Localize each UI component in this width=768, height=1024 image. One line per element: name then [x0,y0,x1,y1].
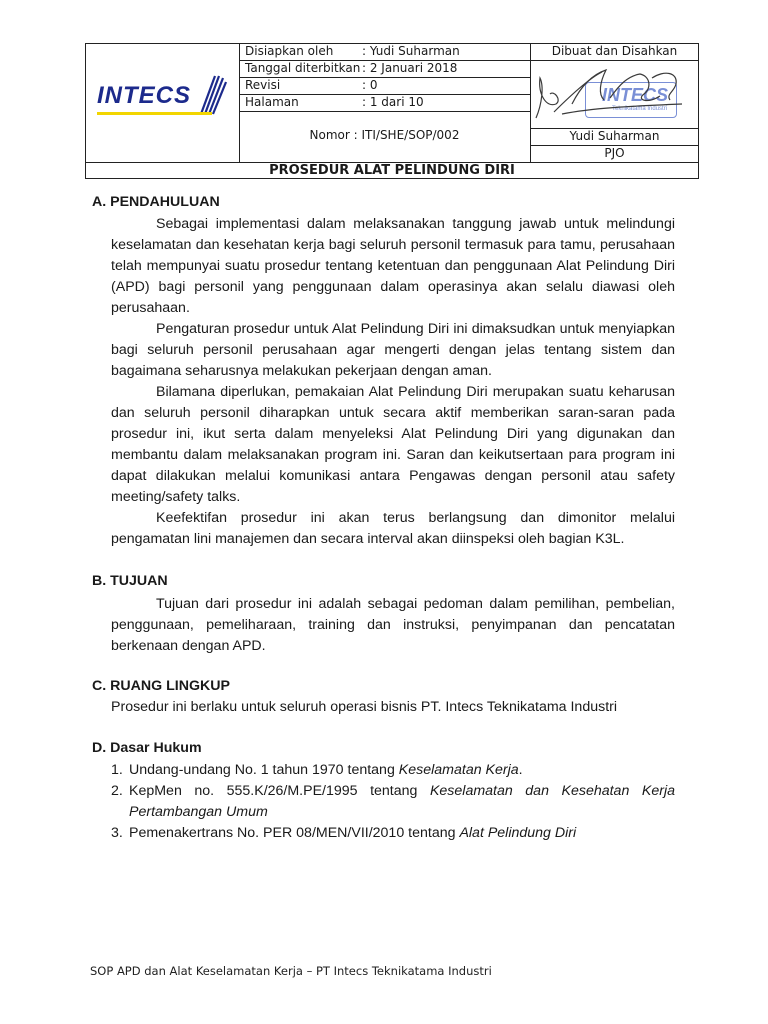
revision-value: : 0 [362,78,378,92]
section-a-paragraph-4: Keefektifan prosedur ini akan terus berlangsung dan dimonitor melalui pengamatan lini manajemen dan secara interval akan diinspeksi oleh bagian K3L. [111,510,675,547]
signatory-name: Yudi Suharman [569,129,660,143]
header-divider [239,77,530,78]
list-item-number: 3. [111,825,123,841]
document-title: PROSEDUR ALAT PELINDUNG DIRI [269,163,515,178]
list-item-text: Pemenakertrans No. PER 08/MEN/VII/2010 tentang [129,825,460,841]
legal-basis-list [111,760,675,844]
list-item [111,760,675,781]
section-a-paragraph-3: Bilamana diperlukan, pemakaian Alat Pelindung Diri merupakan suatu keharusan dan seluruh personil diharapkan untuk secara aktif memberikan saran-saran pada prosedur ini, ikut serta dalam menyeleksi Alat Pelindung Diri yang digunakan dan membantu dalam melaksanakan program ini. Saran dan keikutsertaan para program ini dapat dilakukan melalui komunikasi antara Pengawas dengan personil atau safety meeting/safety talks. [111,384,675,505]
stamp-subtext: Teknikatama Industri [612,106,668,112]
section-d-title: D. Dasar Hukum [92,740,202,756]
section-a-paragraph-2: Pengaturan prosedur untuk Alat Pelindung Diri ini dimaksudkan untuk menyiapkan bagi seluruh personil perusahaan agar mengerti dengan jelas tentang sistem dan bagaimana seharusnya melakukan pekerjaan dengan aman. [111,321,675,379]
list-item-text: Undang-undang No. 1 tahun 1970 tentang [129,762,399,778]
page-footer: SOP APD dan Alat Keselamatan Kerja – PT Intecs Teknikatama Industri [90,964,492,978]
signature-icon [532,64,692,128]
company-logo: INTECS [97,82,192,109]
list-item-italic: Keselamatan Kerja [398,762,519,778]
section-b-title: B. TUJUAN [92,573,168,589]
list-item-number: 1. [111,762,123,778]
list-item-italic: Alat Pelindung Diri [459,825,577,841]
header-divider [239,111,530,112]
section-a-body [111,214,675,550]
list-item-text: KepMen no. 555.K/26/M.PE/1995 tentang [129,783,430,799]
section-a-paragraph-1: Sebagai implementasi dalam melaksanakan tanggung jawab untuk melindungi keselamatan dan kesehatan kerja bagi seluruh personil termasuk para tamu, perusahaan telah mempunyai suatu prosedur tentang ketentuan dan penggunaan Alat Pelindung Diri (APD) bagi personil yang penggunaan dalam operasinya akan selalu diawasi oleh perusahaan. [111,216,675,316]
signatory-role: PJO [604,146,625,160]
list-item [111,781,675,823]
section-c-title: C. RUANG LINGKUP [92,678,230,694]
list-item-suffix: . [518,762,523,778]
prepared-by-value: : Yudi Suharman [362,44,460,58]
list-item-italic: Keselamatan dan Kesehatan Kerja Pertambangan Umum [129,783,675,820]
section-b-paragraph-1: Tujuan dari prosedur ini adalah sebagai pedoman dalam pemilihan, pembelian, penggunaan, pemeliharaan, training dan instruksi, penyimpanan dan pencatatan berkenaan dengan APD. [111,596,675,654]
header-divider [530,60,699,61]
issued-date-value: : 2 Januari 2018 [362,61,458,75]
approval-heading: Dibuat dan Disahkan [551,44,678,58]
issued-date-label: Tanggal diterbitkan [245,61,361,75]
page-value: : 1 dari 10 [362,95,424,109]
stamp-text: INTECS [602,85,669,105]
logo-underline [97,112,212,115]
section-b-body [111,594,675,657]
document-number: Nomor : ITI/SHE/SOP/002 [309,128,460,142]
list-item [111,823,675,844]
section-a-title: A. PENDAHULUAN [92,194,220,210]
section-c-paragraph-1: Prosedur ini berlaku untuk seluruh operasi bisnis PT. Intecs Teknikatama Industri [111,699,618,715]
prepared-by-label: Disiapkan oleh [245,44,334,58]
page-label: Halaman [245,95,299,109]
revision-label: Revisi [245,78,281,92]
list-item-number: 2. [111,783,123,799]
